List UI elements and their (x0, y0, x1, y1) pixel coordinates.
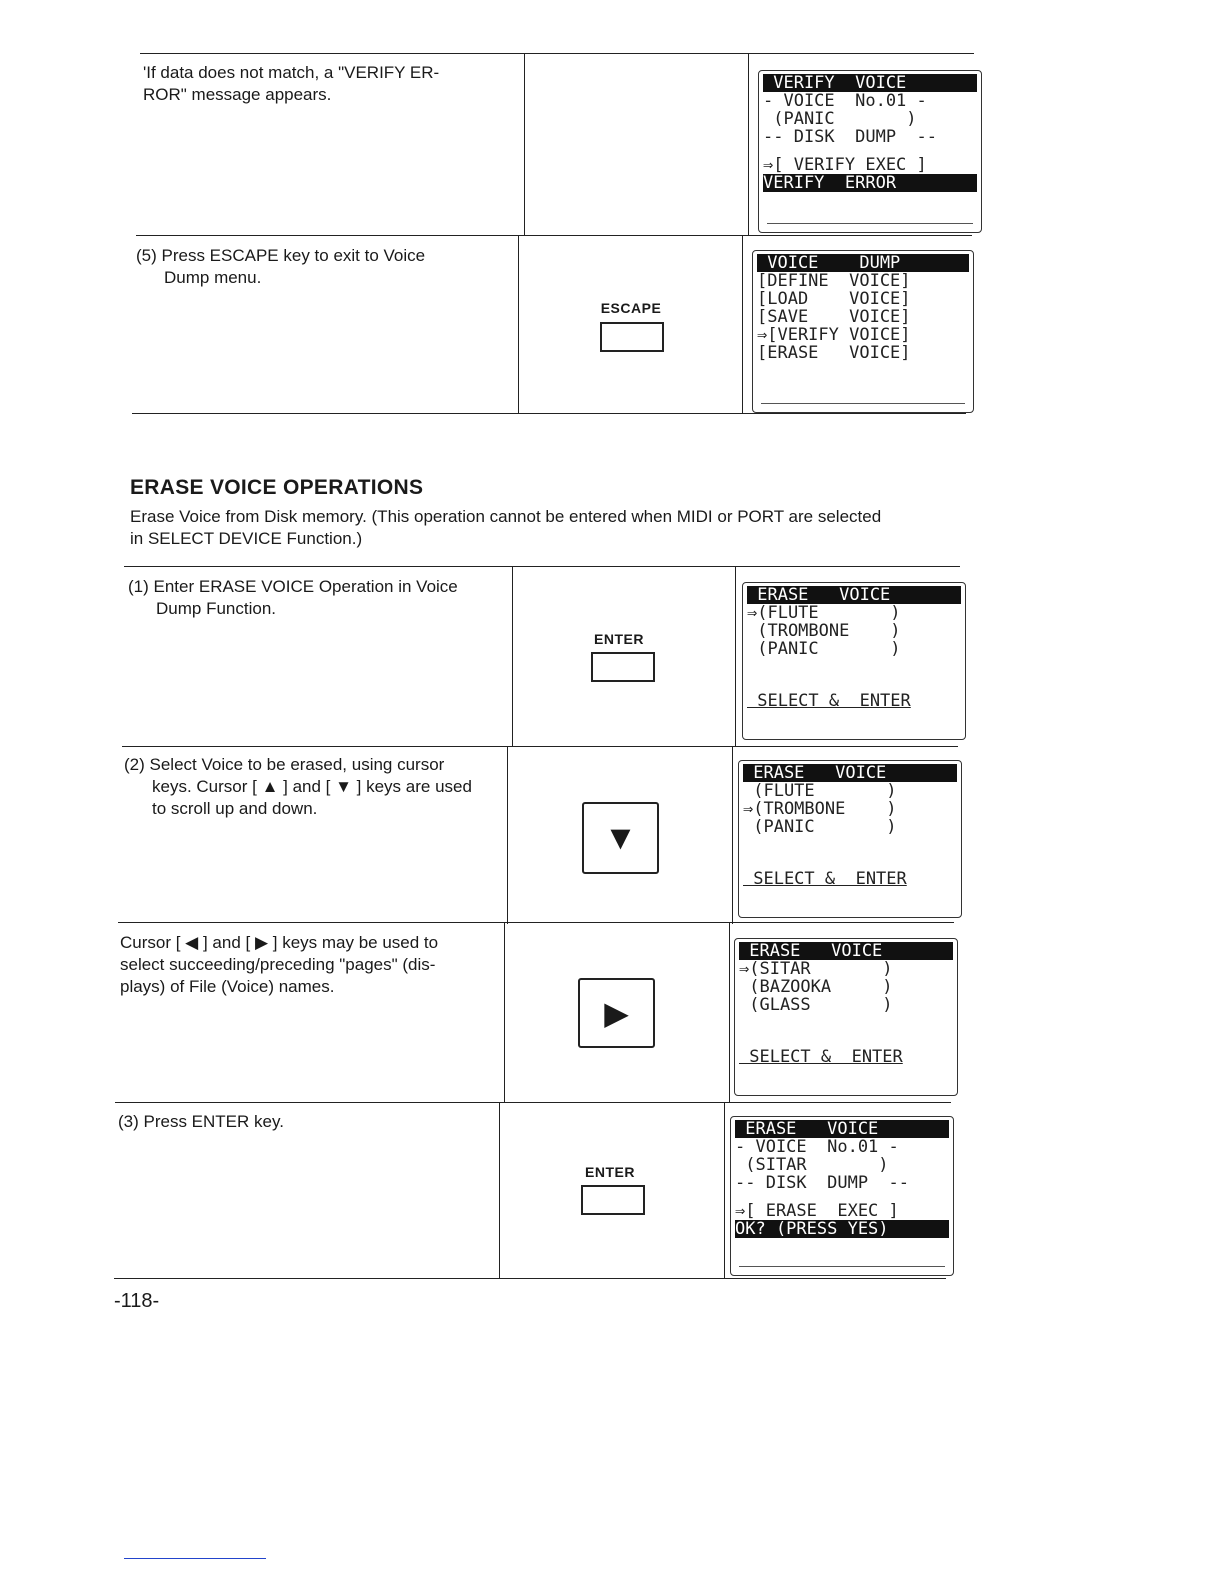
lcd-line: [LOAD VOICE] (757, 290, 911, 308)
lcd-display (730, 1116, 954, 1276)
column-divider (507, 746, 508, 924)
desc-line: ROR" message appears. (143, 85, 332, 104)
enter-key-label: ENTER (585, 1164, 635, 1180)
lcd-line: ERASE VOICE (747, 586, 961, 604)
column-divider (742, 235, 743, 413)
desc-line: 'If data does not match, a "VERIFY ER- (143, 63, 440, 82)
column-divider (735, 566, 736, 746)
column-divider (518, 235, 519, 413)
lcd-line: ⇒[ ERASE EXEC ] (735, 1202, 899, 1220)
section-heading: ERASE VOICE OPERATIONS (130, 476, 424, 499)
table-rule (122, 746, 958, 747)
column-divider (512, 566, 513, 746)
escape-key[interactable] (600, 322, 664, 352)
step-description (128, 576, 506, 620)
lcd-line: (SITAR ) (735, 1156, 889, 1174)
column-divider (748, 53, 749, 235)
escape-key-label: ESCAPE (600, 300, 662, 316)
desc-line: (5) Press ESCAPE key to exit to Voice (136, 246, 426, 265)
lcd-display (734, 938, 958, 1096)
desc-line: (1) Enter ERASE VOICE Operation in Voice (128, 577, 458, 596)
lcd-line: [DEFINE VOICE] (757, 272, 911, 290)
desc-line: Dump Function. (156, 599, 276, 618)
intro-line: Erase Voice from Disk memory. (This operation cannot be entered when MIDI or PORT are selected (130, 507, 882, 526)
lcd-line: (PANIC ) (763, 110, 917, 128)
lcd-line: -- DISK DUMP -- (763, 128, 937, 146)
lcd-rule (739, 1266, 945, 1267)
lcd-line: SELECT & ENTER (743, 870, 907, 888)
column-divider (524, 53, 525, 235)
lcd-display (742, 582, 966, 740)
lcd-line (747, 676, 961, 692)
column-divider (729, 922, 730, 1102)
section-intro (130, 506, 970, 550)
column-divider (732, 746, 733, 924)
desc-line: (2) Select Voice to be erased, using cursor (124, 755, 445, 774)
desc-line: keys. Cursor [ ▲ ] and [ ▼ ] keys are used (152, 777, 472, 796)
lcd-display (758, 70, 982, 233)
lcd-line (743, 854, 957, 870)
lcd-line: (GLASS ) (739, 996, 893, 1014)
cursor-right-key[interactable] (578, 978, 655, 1048)
footer-rule (124, 1558, 266, 1559)
step-description (120, 932, 498, 998)
lcd-rule (761, 403, 965, 404)
down-arrow-icon: ▼ (603, 818, 638, 857)
lcd-line: [ERASE VOICE] (757, 344, 911, 362)
lcd-line (735, 1192, 949, 1202)
lcd-line: ERASE VOICE (739, 942, 953, 960)
table-rule (136, 235, 972, 236)
table-rule (140, 53, 974, 54)
step-description (118, 1111, 494, 1133)
lcd-line: ERASE VOICE (735, 1120, 949, 1138)
page-number: -118- (114, 1290, 160, 1312)
lcd-line: ERASE VOICE (743, 764, 957, 782)
lcd-line: ⇒(FLUTE ) (747, 604, 901, 622)
lcd-rule (767, 223, 973, 224)
enter-key[interactable] (591, 652, 655, 682)
lcd-line (763, 146, 977, 156)
column-divider (724, 1102, 725, 1278)
lcd-line: (BAZOOKA ) (739, 978, 893, 996)
lcd-line: (PANIC ) (747, 640, 901, 658)
table-rule (118, 922, 954, 923)
intro-line: in SELECT DEVICE Function.) (130, 529, 363, 548)
lcd-line: VOICE DUMP (757, 254, 969, 272)
column-divider (499, 1102, 500, 1278)
lcd-line: (FLUTE ) (743, 782, 897, 800)
lcd-line (739, 1014, 953, 1032)
lcd-display (752, 250, 974, 413)
enter-key[interactable] (581, 1185, 645, 1215)
desc-line: Cursor [ ◀ ] and [ ▶ ] keys may be used to (120, 933, 439, 952)
lcd-line: VERIFY VOICE (763, 74, 977, 92)
step-description (124, 754, 502, 820)
lcd-line: ⇒(SITAR ) (739, 960, 893, 978)
desc-line: Dump menu. (164, 268, 262, 287)
step-description (136, 245, 506, 289)
column-divider (504, 922, 505, 1102)
lcd-line: ⇒[ VERIFY EXEC ] (763, 156, 927, 174)
table-rule (115, 1102, 951, 1103)
lcd-line: SELECT & ENTER (739, 1048, 903, 1066)
right-arrow-icon: ▶ (604, 995, 629, 1031)
lcd-line: SELECT & ENTER (747, 692, 911, 710)
lcd-line: ⇒(TROMBONE ) (743, 800, 897, 818)
cursor-down-key[interactable] (582, 802, 659, 874)
enter-key-label: ENTER (594, 631, 644, 647)
table-rule (124, 566, 960, 567)
table-rule (114, 1278, 946, 1279)
lcd-line: [SAVE VOICE] (757, 308, 911, 326)
lcd-line (739, 1032, 953, 1048)
desc-line: select succeeding/preceding "pages" (dis- (120, 955, 436, 974)
desc-line: to scroll up and down. (152, 799, 318, 818)
step-description (143, 62, 518, 106)
lcd-line: OK? (PRESS YES) (735, 1220, 949, 1238)
lcd-line: - VOICE No.01 - (735, 1138, 899, 1156)
desc-line: plays) of File (Voice) names. (120, 977, 335, 996)
lcd-line: -- DISK DUMP -- (735, 1174, 909, 1192)
desc-line: (3) Press ENTER key. (118, 1112, 284, 1131)
lcd-line: VERIFY ERROR (763, 174, 977, 192)
lcd-line: - VOICE No.01 - (763, 92, 927, 110)
lcd-line (747, 658, 961, 676)
table-rule (132, 413, 966, 414)
lcd-display (738, 760, 962, 918)
lcd-line: (TROMBONE ) (747, 622, 901, 640)
lcd-line (743, 836, 957, 854)
lcd-line: ⇒[VERIFY VOICE] (757, 326, 911, 344)
lcd-line: (PANIC ) (743, 818, 897, 836)
